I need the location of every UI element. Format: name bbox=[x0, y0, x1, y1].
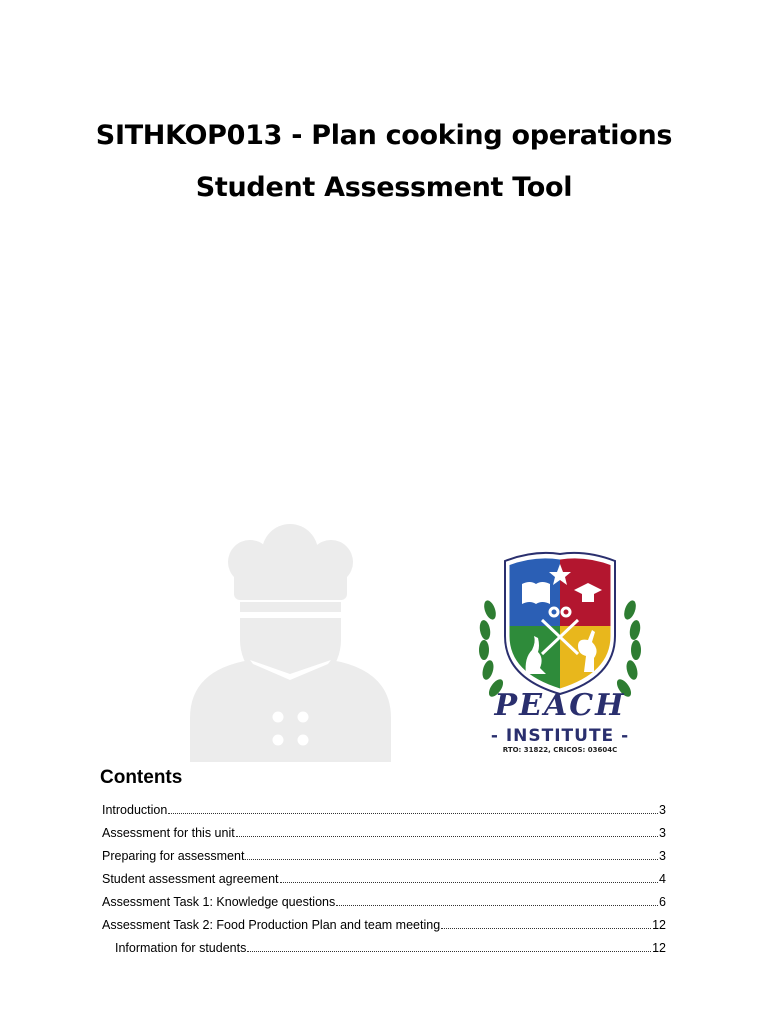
toc-item[interactable] bbox=[102, 819, 666, 842]
logo-rto: RTO: 31822, CRICOS: 03604C bbox=[502, 746, 618, 754]
toc-item-label: Introduction bbox=[102, 803, 168, 817]
logo-subtitle: - INSTITUTE - bbox=[490, 726, 630, 746]
toc-item-page: 3 bbox=[659, 803, 666, 817]
toc-leader bbox=[336, 892, 658, 906]
toc-item-page: 12 bbox=[652, 918, 666, 932]
toc-subitem[interactable] bbox=[102, 934, 666, 957]
logo-name: PEACH bbox=[494, 688, 626, 723]
toc-item-label: Information for students bbox=[115, 941, 247, 955]
toc-item[interactable] bbox=[102, 865, 666, 888]
toc-item-label: Assessment Task 1: Knowledge questions bbox=[102, 895, 336, 909]
toc-item-page: 12 bbox=[652, 941, 666, 955]
toc-item-label: Preparing for assessment bbox=[102, 849, 245, 863]
toc-item-label: Assessment for this unit bbox=[102, 826, 235, 840]
document-title: SITHKOP013 - Plan cooking operations bbox=[95, 120, 673, 151]
toc-leader bbox=[168, 800, 658, 814]
chef-icon bbox=[188, 522, 393, 762]
toc-leader bbox=[280, 869, 659, 883]
contents-heading: Contents bbox=[100, 767, 183, 788]
toc-item[interactable] bbox=[102, 842, 666, 865]
toc-leader bbox=[441, 915, 651, 929]
toc-item-label: Assessment Task 2: Food Production Plan and team meeting bbox=[102, 918, 441, 932]
toc-item-label: Student assessment agreement bbox=[102, 872, 279, 886]
toc-item[interactable] bbox=[102, 796, 666, 819]
toc-item[interactable] bbox=[102, 911, 666, 934]
toc-leader bbox=[245, 846, 658, 860]
toc-item-page: 4 bbox=[659, 872, 666, 886]
toc-item-page: 3 bbox=[659, 849, 666, 863]
toc-leader bbox=[236, 823, 658, 837]
document-subtitle: Student Assessment Tool bbox=[195, 172, 573, 203]
table-of-contents bbox=[102, 796, 666, 957]
toc-item-page: 3 bbox=[659, 826, 666, 840]
toc-leader bbox=[247, 938, 651, 952]
toc-item[interactable] bbox=[102, 888, 666, 911]
toc-item-page: 6 bbox=[659, 895, 666, 909]
